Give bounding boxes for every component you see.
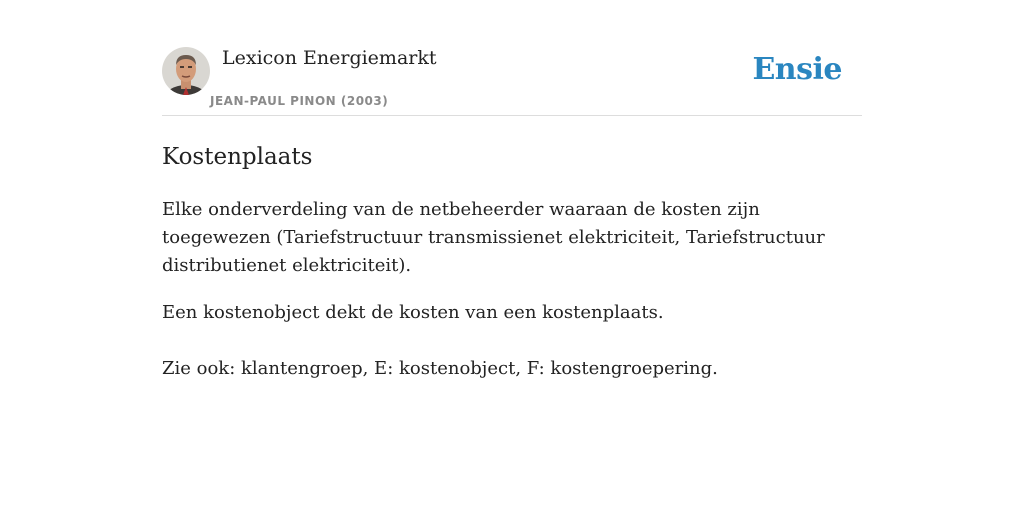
- author-portrait-icon: [162, 47, 210, 95]
- entry-term: Kostenplaats: [162, 144, 313, 170]
- see-also: Zie ook: klantengroep, E: kostenobject, F: kostengroepering.: [162, 358, 718, 379]
- entry-definition: Elke onderverdeling van de netbeheerder waaraan de kosten zijn toegewezen (Tariefstructuur transmissienet elektriciteit, Tariefstructuur distributienet elektriciteit).: [162, 199, 825, 276]
- brand-logo[interactable]: Ensie: [752, 52, 842, 87]
- lexicon-title[interactable]: Lexicon Energiemarkt: [222, 47, 437, 69]
- header: [162, 0, 862, 116]
- author-avatar[interactable]: [162, 47, 210, 95]
- entry-note: Een kostenobject dekt de kosten van een kostenplaats.: [162, 302, 664, 323]
- author-credit: JEAN-PAUL PINON (2003): [210, 94, 389, 108]
- page: [162, 0, 862, 383]
